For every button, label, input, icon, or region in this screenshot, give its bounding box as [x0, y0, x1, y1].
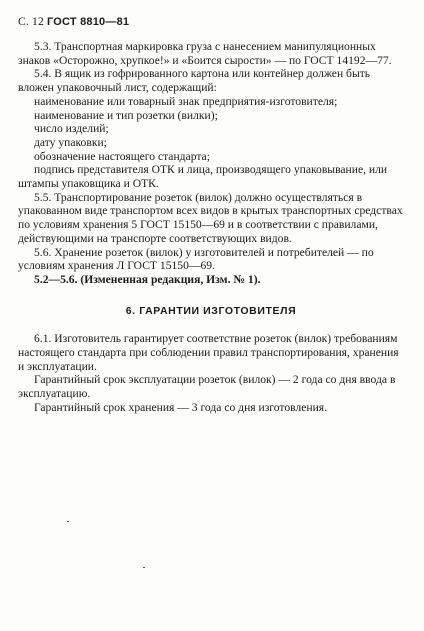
page-number: С. 12 [18, 16, 44, 28]
scan-speck [143, 567, 145, 568]
packing-list-item: наименование и тип розетки (вилки); [34, 108, 218, 122]
packing-list-item: наименование или товарный знак предприятия-изготовителя; [34, 94, 338, 108]
packing-list-item: обозначение настоящего стандарта; [34, 149, 210, 163]
clause-5-3: 5.3. Транспортная маркировка груза с нанесением манипуляционных знаков «Осторожно, хрупкое!» и «Боится сырости» — по ГОСТ 14192—77. [18, 40, 392, 67]
clause-5-5: 5.5. Транспортирование розеток (вилок) должно осуществляться в упакованном виде транспортом всех видов в крытых транспортных средствах по условиям хранения 5 ГОСТ 15150—69 и в соответствии с правилами, действующими на транспорте соответствующих видов. [18, 190, 403, 245]
standard-number: ГОСТ 8810—81 [47, 16, 130, 28]
clause-5-4-signature: подпись представителя ОТК и лица, производящего упаковывание, или штампы упаковщика и ОТК. [18, 163, 388, 191]
document-body [18, 40, 404, 415]
clause-6-1: 6.1. Изготовитель гарантирует соответствие розеток (вилок) требованиям настоящего стандарта при соблюдении правил транспортирования, хранения и эксплуатации. [18, 332, 399, 373]
amendment-note: 5.2—5.6. (Измененная редакция, Изм. № 1). [34, 272, 261, 286]
packing-list-item: число изделий; [34, 122, 109, 136]
clause-5-4: 5.4. В ящик из гофрированного картона или контейнер должен быть вложен упаковочный лист, содержащий: [18, 67, 371, 95]
clause-5-6: 5.6. Хранение розеток (вилок) у изготовителей и потребителей — по условиям хранения Л ГОСТ 15150—69. [18, 245, 374, 273]
warranty-storage: Гарантийный срок хранения — 3 года со дня изготовления. [34, 400, 328, 414]
section-6-title: 6. ГАРАНТИИ ИЗГОТОВИТЕЛЯ [125, 304, 297, 317]
page-header [18, 16, 129, 28]
packing-list-item: дату упаковки; [34, 135, 107, 149]
scan-speck [67, 521, 69, 522]
warranty-operation: Гарантийный срок эксплуатации розеток (вилок) — 2 года со дня ввода в эксплуатацию. [18, 373, 396, 401]
